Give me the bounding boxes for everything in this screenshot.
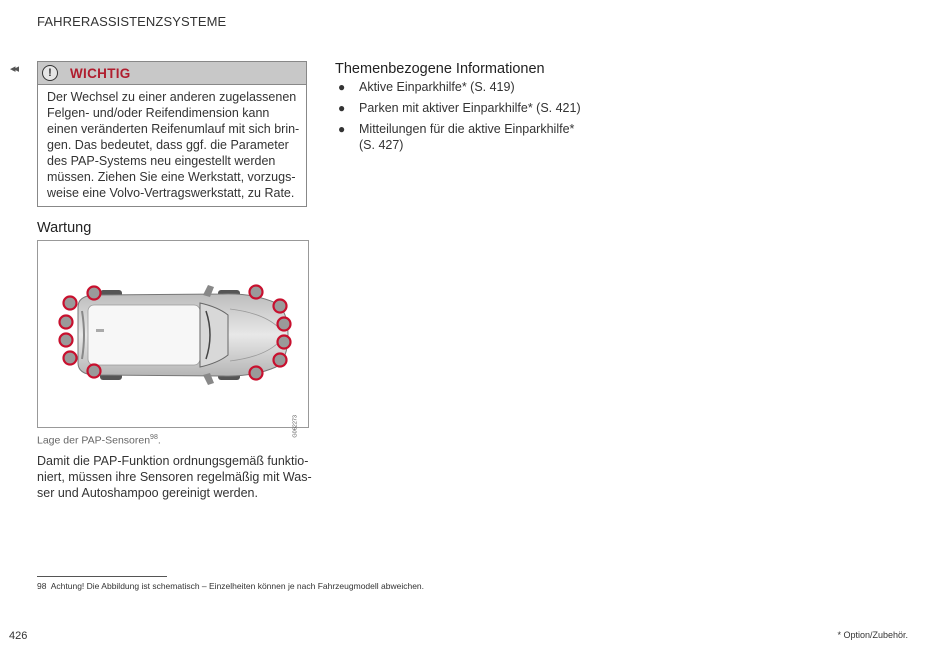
sensor-rear-1 [60,316,73,329]
related-link-active-park-assist[interactable] [335,79,581,95]
caption-text: Lage der PAP-Sensoren [37,434,151,447]
sensor-front-corner-right [274,354,287,367]
footnote-text: Achtung! Die Abbildung ist schematisch – Einzelheiten können je nach Fahrzeugmodell abweichen. [50,581,425,591]
figure-code: G062273 [293,415,299,438]
maintenance-paragraph [37,453,312,501]
warning-text [38,85,306,201]
sensor-front-side-bottom [250,367,263,380]
sensor-rear-side-top [88,287,101,300]
sensor-rear-corner-right [64,352,77,365]
sensor-front-corner-left [274,300,287,313]
related-link-parking-with-assist[interactable] [335,100,581,116]
paragraph-line: Damit die PAP-Funktion ordnungsgemäß funktio- [37,454,309,468]
option-note: * Option/Zubehör. [837,630,908,640]
bullet-icon: ● [338,80,346,94]
sensor-rear-corner-left [64,297,77,310]
warning-line: einen veränderten Reifenumlauf mit sich brin- [47,122,300,136]
car-top-view-illustration [38,241,308,427]
warning-header [38,62,306,85]
footnote-ref[interactable]: 98 [150,434,158,441]
sensor-front-1 [278,318,291,331]
footnote-divider [37,576,167,577]
link-text[interactable]: (S. 427) [359,138,404,152]
link-text[interactable]: Parken mit aktiver Einparkhilfe* (S. 421) [359,101,581,115]
bullet-icon: ● [338,101,346,115]
warning-line: müssen. Ziehen Sie eine Werkstatt, vorzugs- [47,170,296,184]
page-header-title: FAHRERASSISTENZSYSTEME [37,14,227,29]
section-heading-related: Themenbezogene Informationen [335,61,545,77]
sensor-rear-2 [60,334,73,347]
footnote-number: 98 [37,581,47,591]
bullet-icon: ● [338,122,346,136]
warning-line: gen. Das bedeutet, dass ggf. die Parameter [47,138,289,152]
page-number: 426 [9,630,28,642]
exclamation-icon: ! [42,65,58,81]
figure-caption [37,434,161,447]
warning-line: weise eine Volvo-Vertragswerkstatt, zu Rate. [47,186,295,200]
warning-title: WICHTIG [70,65,131,81]
sensor-rear-side-bottom [88,365,101,378]
warning-line: Der Wechsel zu einer anderen zugelassenen [47,90,297,104]
related-topics-list [335,79,581,158]
link-text[interactable]: Aktive Einparkhilfe* (S. 419) [359,80,515,94]
warning-line: des PAP-Systems neu eingestellt werden [47,154,276,168]
footnote [37,581,424,591]
caption-period: . [157,434,161,447]
link-text[interactable]: Mitteilungen für die aktive Einparkhilfe* [359,122,575,136]
warning-line: Felgen- und/oder Reifendimension kann [47,106,270,120]
paragraph-line: niert, müssen ihre Sensoren regelmäßig mit Was- [37,470,312,484]
sensor-front-2 [278,336,291,349]
warning-box [37,61,307,207]
related-link-messages[interactable] [335,121,581,153]
sensor-front-side-top [250,286,263,299]
back-arrows-icon[interactable]: ◂◂ [10,63,18,75]
paragraph-line: ser und Autoshampoo gereinigt werden. [37,486,258,500]
section-heading-wartung: Wartung [37,220,92,236]
